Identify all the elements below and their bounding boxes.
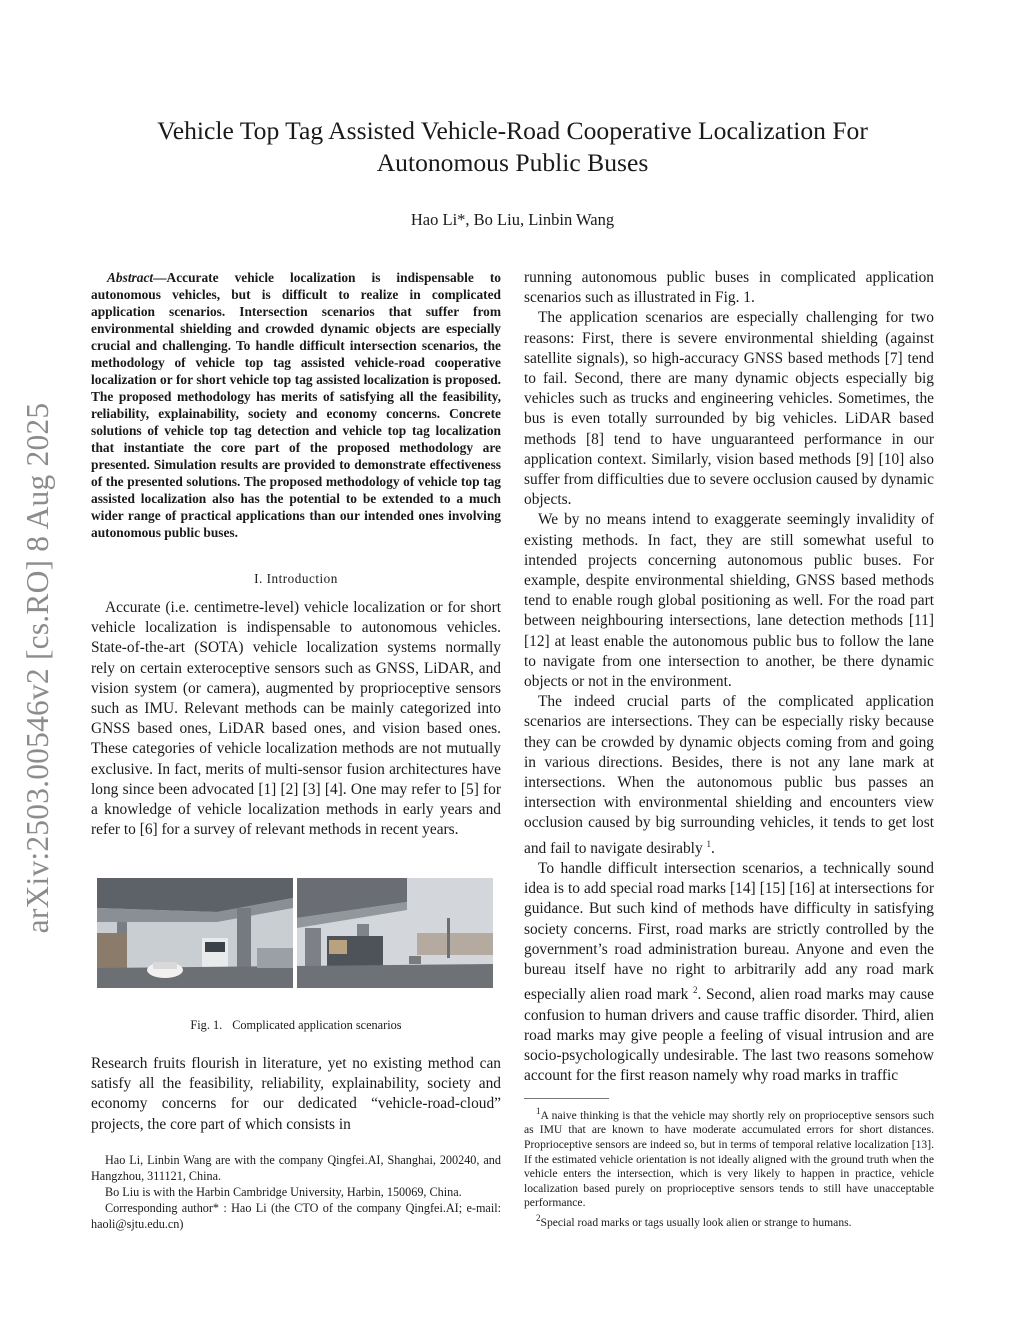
footnote-1-number: 1 <box>536 1106 541 1116</box>
right-paragraph-4 <box>524 859 934 1086</box>
figure-caption <box>91 1018 501 1033</box>
footnote-rule <box>524 1098 609 1099</box>
right-paragraph-3: The indeed crucial parts of the complicated application scenarios are intersections. They can be especially risky because they can be crowded by dynamic objects coming from and going in various directions. Besides, there is not any lane mark at intersections. When the autonomous public bus passes an intersection with environmental shielding and encounters view occlusion caused by big surrounding vehicles, it tends to get lost and fail to navigate desirably $^1$. <box>524 693 934 857</box>
intro-paragraph-2-block <box>91 1054 501 1135</box>
author-list: Hao Li*, Bo Liu, Linbin Wang <box>410 210 615 229</box>
right-paragraph-0: running autonomous public buses in complicated application scenarios such as illustrated in Fig. 1. <box>524 269 934 307</box>
right-paragraph-1: The application scenarios are especially challenging for two reasons: First, there is severe environmental shielding (against satellite signals), so high-accuracy GNSS based methods [7] tend to fail. Second, there are many dynamic objects especially big vehicles such as trucks and engineering vehicles. Sometimes, the bus is even totally surrounded by big vehicles. LiDAR based methods [8] tend to have unguaranteed performance in our application context. Similarly, vision based methods [9] [10] also suffer from difficulties due to severe occlusion caused by dynamic objects. <box>524 309 934 509</box>
figure-caption-text: Complicated application scenarios <box>232 1018 402 1032</box>
right-paragraph-3-text: The indeed crucial parts of the complicated application scenarios are intersections. They can be especially risky because they can be crowded by dynamic objects coming from and going in various directions. Besides, there is not any lane mark at intersections. When the autonomous public bus passes an intersection with environmental shielding and encounters view occlusion caused by big surrounding vehicles, it tends to get lost and fail to navigate desirably <box>524 693 934 857</box>
right-column-body <box>524 268 934 1086</box>
affiliation-note-3: Corresponding author* : Hao Li (the CTO of the company Qingfei.AI; e-mail: haoli@sjtu.edu.cn) <box>91 1201 501 1231</box>
intro-paragraph-1-block <box>91 598 501 840</box>
footnote-1-text: A naive thinking is that the vehicle may shortly rely on proprioceptive sensors such as IMU that are known to have moderate accumulated errors for short distances. Proprioceptive sensors are indeed so, but in terms of temporal relative localization [13]. If the estimated vehicle orientation is not ideally aligned with the ground truth when the vehicle enters the intersection, which is very likely to happen in practice, vehicle localization based purely on proprioceptive sensors tends to still have unacceptable performance. <box>524 1108 934 1210</box>
footnote-ref-1[interactable]: 1 <box>706 838 711 849</box>
footnote-2-text: Special road marks or tags usually look alien or strange to humans. <box>540 1215 852 1229</box>
right-paragraph-4-cont: . Second, alien road marks may cause confusion to human drivers and cause traffic disorder. Third, alien road marks may give people a feeling of visual intrusion and are socio-psychologically undesirable. The last two reasons somehow account for the first reason namely why road marks in traffic <box>524 986 934 1085</box>
paper-title <box>90 115 935 179</box>
footnote-2-number: 2 <box>536 1213 541 1224</box>
right-paragraph-2: We by no means intend to exaggerate seemingly invalidity of existing methods. In fact, they are still somewhat useful to intended projects concerning autonomous public buses. For example, despite environmental shielding, GNSS based methods tend to enable rough global positioning as well. For the road part between neighbouring intersections, lane detection methods [11] [12] at least enable the autonomous public bus to follow the lane to navigate from one intersection to another, be there dynamic objects or not in the environment. <box>524 511 934 691</box>
abstract-text: —Accurate vehicle localization is indispensable to autonomous vehicles, but is difficult to realize in complicated application scenarios. Intersection scenarios that suffer from environmental shielding and crowded dynamic objects are especially crucial and challenging. To handle difficult intersection scenarios, the methodology of vehicle top tag assisted vehicle-road cooperative localization or for short vehicle top tag assisted localization is proposed. The proposed methodology has merits of satisfying all the feasibility, reliability, explainability, society and economy concerns. Concrete solutions of vehicle top tag detection and vehicle top tag localization that instantiate the core part of the proposed methodology are presented. Simulation results are provided to demonstrate effectiveness of the presented solutions. The proposed methodology of vehicle top tag assisted localization also has the potential to be extended to a much wider range of practical applications than our intended ones involving autonomous public buses. <box>91 270 501 540</box>
affiliation-note-1: Hao Li, Linbin Wang are with the company Qingfei.AI, Shanghai, 200240, and Hangzhou, 311121, China. <box>91 1153 501 1183</box>
figure-photo-left <box>97 878 293 988</box>
right-paragraph-4-text: To handle difficult intersection scenarios, a technically sound idea is to add special road marks [14] [15] [16] at intersections for guidance. But such kind of methods have difficulty in satisfying society concerns. First, road marks are strictly controlled by the government’s road administration bureau. Anyone and even the bureau itself have no right to arbitrarily add any road mark especially alien road mark <box>524 860 934 1004</box>
intro-paragraph-1: Accurate (i.e. centimetre-level) vehicle localization or for short vehicle localization is indispensable to autonomous vehicles. State-of-the-art (SOTA) vehicle localization systems normally rely on certain exteroceptive sensors such as GNSS, LiDAR, and vision system (or camera), augmented by proprioceptive sensors such as IMU. Relevant methods can be mainly categorized into GNSS based ones, LiDAR based ones, and vision based ones. These categories of vehicle localization methods are not mutually exclusive. In fact, merits of multi-sensor fusion architectures have long since been advocated [1] [2] [3] [4]. One may refer to [5] for a knowledge of vehicle localization methods in early years and refer to [6] for a survey of relevant methods in recent years. <box>91 599 501 839</box>
title-line-2: Autonomous Public Buses <box>376 148 649 177</box>
abstract-block <box>91 269 501 541</box>
abstract-label: Abstract <box>107 270 154 285</box>
footnote-ref-2[interactable]: 2 <box>693 985 698 996</box>
title-line-1: Vehicle Top Tag Assisted Vehicle-Road Cooperative Localization For <box>157 116 868 145</box>
footnote-2 <box>524 1211 934 1230</box>
footnote-1 <box>524 1104 934 1211</box>
page-footnotes <box>524 1104 934 1230</box>
figure-label: Fig. 1. <box>190 1018 223 1032</box>
section-heading-introduction: I. Introduction <box>254 571 338 586</box>
arxiv-id: arXiv:2503.00546v2 [cs.RO] 8 Aug 2025 <box>20 402 55 933</box>
figure-photo-right <box>297 878 493 988</box>
affiliation-footnotes <box>91 1152 501 1232</box>
arxiv-sidebar-stamp <box>18 375 58 960</box>
intro-paragraph-2: Research fruits flourish in literature, yet no existing method can satisfy all the feasibility, reliability, explainability, society and economy concerns for our dedicated “vehicle-road-cloud” projects, the core part of which consists in <box>91 1055 501 1133</box>
affiliation-note-2: Bo Liu is with the Harbin Cambridge University, Harbin, 150069, China. <box>105 1185 462 1199</box>
